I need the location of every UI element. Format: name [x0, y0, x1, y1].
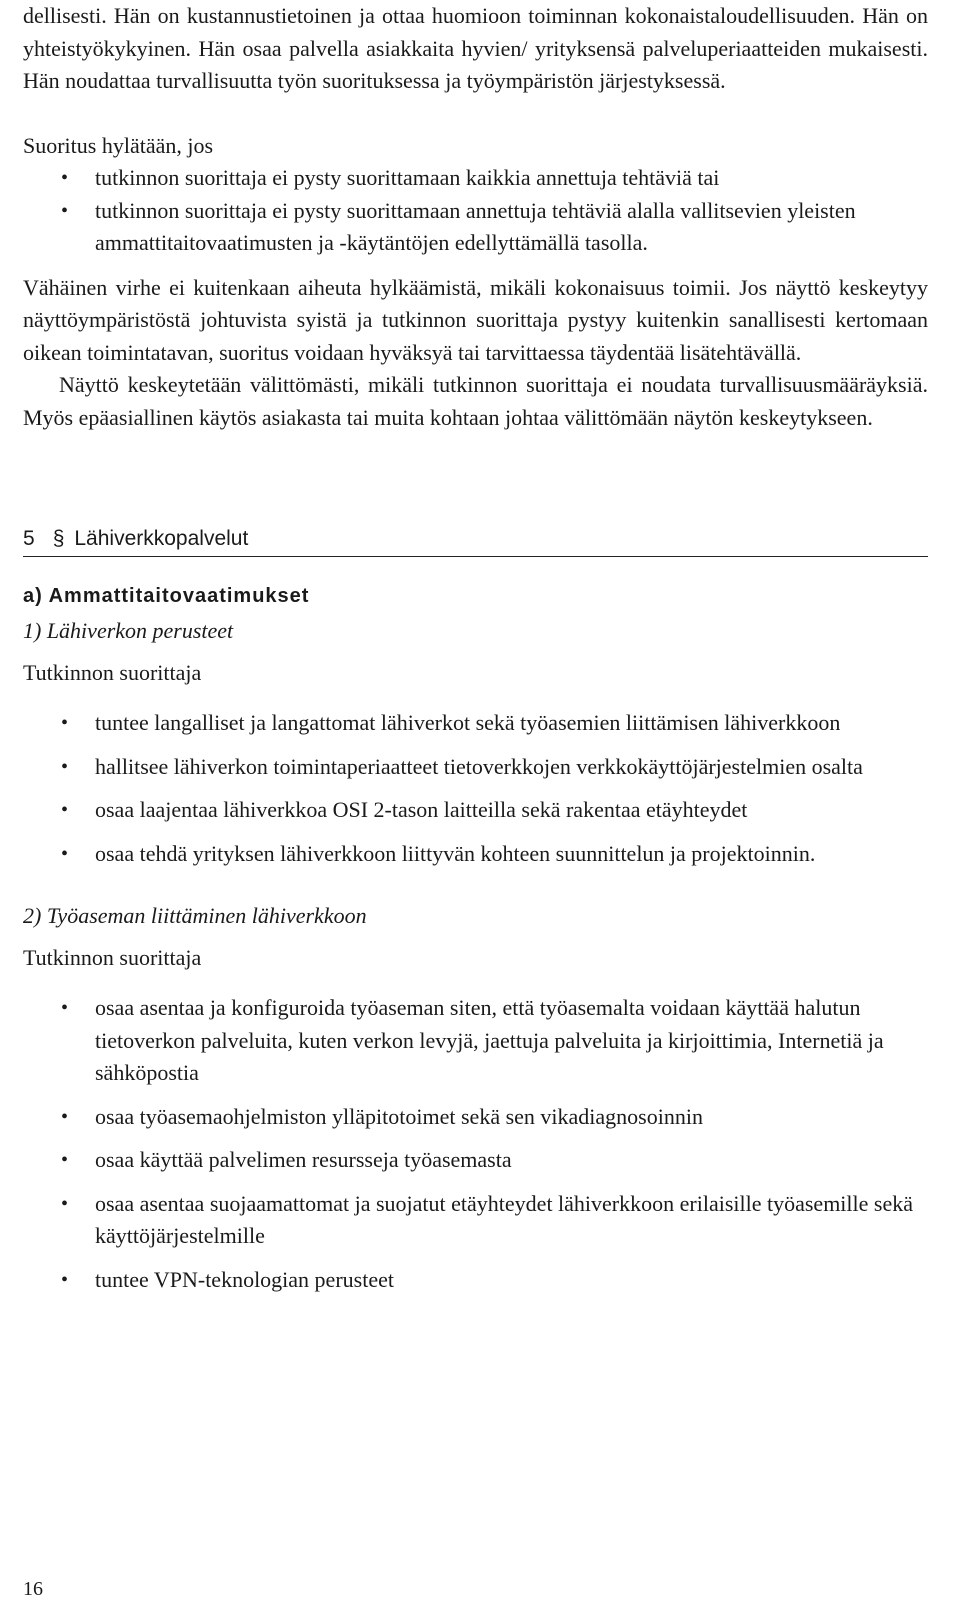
section-symbol: §: [52, 527, 65, 550]
bullet-icon: •: [61, 1268, 69, 1291]
rejection-list: [23, 162, 928, 260]
body-paragraph: Näyttö keskeytetään välittömästi, mikäli tutkinnon suorittaja ei noudata turvallisuusmääräyksiä. Myös epäasiallinen käytös asiakasta tai muita kohtaan johtaa välittömään näytön keskeytykseen.: [23, 372, 928, 430]
part-label: Tutkinnon suorittaja: [23, 660, 202, 685]
bullet-icon: •: [61, 199, 69, 222]
subsection-title: a) Ammattitaitovaatimukset: [23, 585, 310, 607]
intro-paragraph: dellisesti. Hän on kustannustietoinen ja ottaa huomioon toiminnan kokonaistaloudellisuuden. Hän on yhteistyökykyinen. Hän osaa palvella asiakkaita hyvien/ yrityksensä palveluperiaatteiden mukaisesti. Hän noudattaa turvallisuutta työn suorituksessa ja työympäristön järjestyksessä.: [23, 3, 928, 93]
bullet-icon: •: [61, 167, 69, 189]
list-item: • tuntee langalliset ja langattomat lähiverkot sekä työasemien liittämisen lähiverkkoon: [23, 707, 928, 740]
section-number: 5: [23, 527, 35, 550]
list-item: • osaa käyttää palvelimen resursseja työasemasta: [23, 1144, 928, 1177]
list-item: • hallitsee lähiverkon toimintaperiaatteet tietoverkkojen verkkokäyttöjärjestelmien osalta: [23, 751, 928, 784]
list-item: • tutkinnon suorittaja ei pysty suorittamaan kaikkia annettuja tehtäviä tai: [23, 162, 928, 195]
body-paragraph: Vähäinen virhe ei kuitenkaan aiheuta hylkäämistä, mikäli kokonaisuus toimii. Jos näyttö keskeytyy näyttöympäristöstä johtuvista syistä ja tutkinnon suorittaja pystyy kuitenkin sanallisesti kertomaan oikean toimintatavan, suoritus voidaan hyväksyä tai tarvittaessa täydentää lisätehtävällä.: [23, 274, 928, 365]
list-item: • osaa tehdä yrityksen lähiverkkoon liittyvän kohteen suunnittelun ja projektoinnin.: [23, 838, 928, 871]
list-item: • osaa laajentaa lähiverkkoa OSI 2-tason laitteilla sekä rakentaa etäyhteydet: [23, 794, 928, 827]
list-item: • tutkinnon suorittaja ei pysty suorittamaan annettuja tehtäviä alalla vallitsevien yleisten ammattitaitovaatimusten ja -käytäntöjen edellyttämällä tasolla.: [23, 195, 928, 260]
part-heading: 1) Lähiverkon perusteet: [23, 618, 234, 643]
section-title: Lähiverkkopalvelut: [74, 527, 249, 550]
bullet-icon: •: [61, 1192, 69, 1215]
document-page: [23, 0, 928, 1600]
bullet-icon: •: [61, 799, 69, 821]
bullet-icon: •: [61, 1105, 69, 1128]
bullet-icon: •: [61, 1149, 69, 1171]
list-item: • tuntee VPN-teknologian perusteet: [23, 1264, 928, 1297]
bullet-icon: •: [61, 755, 69, 778]
part-heading: 2) Työaseman liittäminen lähiverkkoon: [23, 903, 367, 928]
part-label: Tutkinnon suorittaja: [23, 945, 202, 970]
section-heading: [23, 524, 928, 557]
list-item: • osaa työasemaohjelmiston ylläpitotoimet sekä sen vikadiagnosoinnin: [23, 1101, 928, 1134]
list-item: • osaa asentaa ja konfiguroida työaseman siten, että työasemalta voidaan käyttää halutun tietoverkon palveluita, kuten verkon levyjä, jaettuja palveluita ja kirjoittimia, Internetiä ja sähköpostia: [23, 992, 928, 1090]
rejection-intro: Suoritus hylätään, jos: [23, 132, 214, 158]
bullet-icon: •: [61, 842, 69, 865]
bullet-icon: •: [61, 712, 69, 734]
requirements-list: [23, 992, 928, 1296]
bullet-icon: •: [61, 997, 69, 1019]
list-item: • osaa asentaa suojaamattomat ja suojatut etäyhteydet lähiverkkoon erilaisille työasemille sekä käyttöjärjestelmille: [23, 1188, 928, 1253]
page-number: 16: [23, 1578, 43, 1600]
requirements-list: [23, 707, 928, 870]
